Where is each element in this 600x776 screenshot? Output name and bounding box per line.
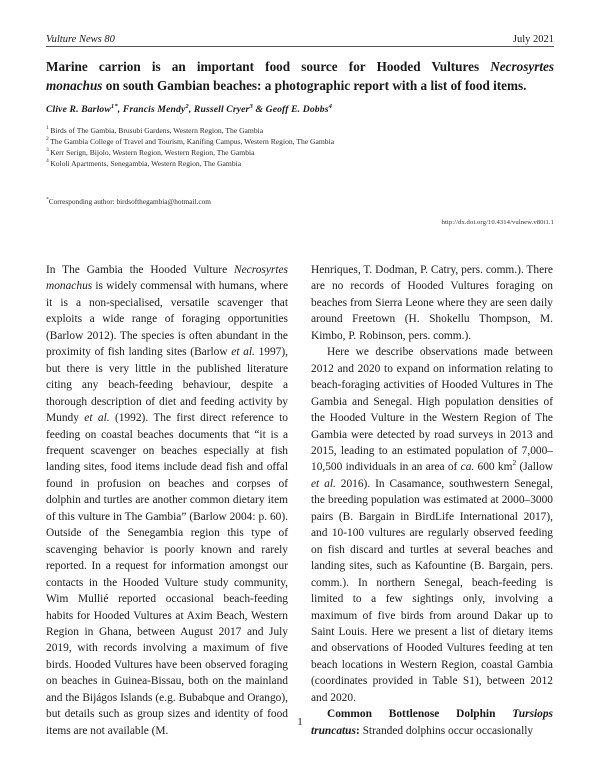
author-name-2: Francis Mendy (122, 104, 186, 115)
affiliation-2 (46, 137, 554, 148)
author-name-4: Geoff E. Dobbs (265, 104, 329, 115)
left-column (46, 262, 288, 737)
methods-seg-4: 2016). In Casamance, southwestern Senegal, the breeding population was estimated at 2000–3000 pairs (B. Bargain in BirdLife International 2017), and 10-100 vultures are regularly observed feeding on fish discard and turtles at several beaches and landing sites, such as Kafountine (B. Bargain, pers. comm.). In northern Senegal, beach-feeding is limited to a few sightings only, involving a maximum of five birds from around Dakar up to Saint Louis. Here we present a list of dietary items and observations of Hooded Vultures feeding at ten beach locations in Western Region, coastal Gambia (coordinates provided in Table S1), between 2012 and 2020. (311, 477, 554, 704)
affiliation-text-1: Birds of The Gambia, Brusubi Gardens, Western Region, The Gambia (50, 126, 264, 135)
author-name-3: Russell Cryer (193, 104, 250, 115)
paragraph-intro (46, 262, 288, 739)
et-al-3: et al. (311, 477, 336, 490)
affiliation-1 (46, 126, 554, 137)
author-marker-2: 2 (185, 102, 189, 110)
intro-seg-3: 1997), but there is very little in the published literature citing any beach-feeding behaviour, despite a thorough description of diet and feeding activity by Mundy (46, 346, 288, 425)
methods-seg-3: (Jallow (516, 461, 553, 474)
affiliation-marker-4: 4 (46, 158, 49, 165)
intro-seg-4: (1992). The first direct reference to feeding on coastal beaches documents that “it is a frequent scavenger on beaches especially at fish landing sites, food items include dead fish and offal found in profusion on beaches and corpses of dolphin and turtles are another common dietary item of this vulture in The Gambia” (Barlow 2004: p. 60). Outside of the Senegambia region this type of scavenging behavior is poorly known and rarely reported. In a request for information amongst our contacts in the Hooded Vulture study community, Wim Mullié reported occasional beach-feeding habits for Hooded Vultures at Axim Beach, Western Region in Ghana, between August 2017 and July 2019, with records involving a maximum of five birds. Hooded Vultures have been observed foraging on beaches in Guinea-Bissau, both on the mainland and the Bijágos Islands (e.g. Bubabque and Orango), but details such as group sizes and identity of food items are not available (M. (46, 412, 288, 737)
title-genus: Necrosyrtes (490, 59, 554, 74)
area-exponent: 2 (512, 458, 517, 468)
author-marker-3: 3 (249, 102, 253, 110)
species-heading-colon: : (355, 724, 360, 737)
affiliation-4 (46, 159, 554, 170)
paragraph-intro-continued (311, 262, 553, 344)
author-marker-1: 1* (110, 102, 118, 110)
intro-seg-2: is widely commensal with humans, where it is a non-specialised, versatile scavenger that exploits a wide range of foraging opportunities (Barlow 2012). The species is often abundant in the proximity of fish landing sites (Barlow (46, 280, 288, 359)
affiliation-text-2: The Gambia College of Travel and Tourism, Kanifing Campus, Western Region, The Gambia (50, 136, 335, 146)
species-heading-scientific-name: Tursiops truncatus (311, 708, 553, 737)
title-species: monachus (46, 78, 103, 93)
affiliation-text-4: Kololi Apartments, Senegambia, Western Region, The Gambia (50, 158, 242, 168)
paragraph-methods (311, 344, 553, 706)
et-al-2: et al. (84, 412, 110, 425)
affiliation-text-3: Kerr Serign, Bijolo, Western Region, Western Region, The Gambia (50, 147, 255, 157)
running-head (46, 34, 554, 47)
doi-link[interactable]: http://dx.doi.org/10.4314/vulnew.v80i1.1 (441, 219, 554, 226)
author-marker-4: 4 (328, 102, 333, 110)
author-list: Clive R. Barlow$^{1*}$, Francis Mendy$^2$, Russell Cryer$^3$ & Geoff E. Dobbs$^4$ (46, 102, 333, 115)
issue-date: July 2021 (512, 34, 554, 45)
title-text-part2: on south Gambian beaches: a photographic report with a list of food items. (102, 78, 527, 93)
affiliation-list (46, 126, 554, 170)
article-body (46, 262, 554, 737)
circa-abbrev: ca. (460, 461, 475, 474)
affiliation-marker-3: 3 (46, 147, 49, 154)
corresponding-marker: * (46, 196, 49, 203)
intro-seg-1: In The Gambia the Hooded Vulture (46, 264, 234, 276)
affiliation-marker-2: 2 (46, 136, 49, 143)
affiliation-marker-1: 1 (46, 125, 49, 132)
corresponding-author-note (46, 197, 446, 206)
corresponding-author-text: Corresponding author: birdsofthegambia@hotmail.com (48, 197, 211, 206)
affiliation-3 (46, 148, 554, 159)
species-heading-common-name: Common Bottlenose Dolphin (327, 708, 513, 721)
journal-name: Vulture News 80 (46, 34, 115, 45)
author-name-1: Clive R. Barlow (46, 104, 111, 115)
page-number: 1 (297, 716, 303, 728)
right-column (311, 262, 554, 737)
intro-continued-text: Henriques, T. Dodman, P. Catry, pers. comm.). There are no records of Hooded Vultures foraging on beaches from Sierra Leone where they are seen daily around Freetown (H. Shokellu Thompson, M. Kimbo, P. Robinson, pers. comm.). (311, 264, 553, 342)
methods-seg-2: 600 km (474, 461, 513, 474)
methods-seg-1: Here we describe observations made between 2012 and 2020 to expand on information relating to beach-foraging activities of Hooded Vultures in The Gambia and Senegal. High population densities of the Hooded Vulture in the Western Region of The Gambia were detected by road surveys in 2013 and 2015, leading to an estimated population of 7,000–10,500 individuals in an area of (311, 346, 553, 474)
species-name-necrosyrtes-monachus: Necrosyrtes monachus (46, 264, 288, 293)
et-al-1: et al. (231, 346, 255, 359)
species-description-text: Stranded dolphins occur occasionally (359, 724, 534, 737)
title-text-part1: Marine carrion is an important food source for Hooded Vultures (46, 59, 491, 74)
page-title (46, 57, 554, 95)
